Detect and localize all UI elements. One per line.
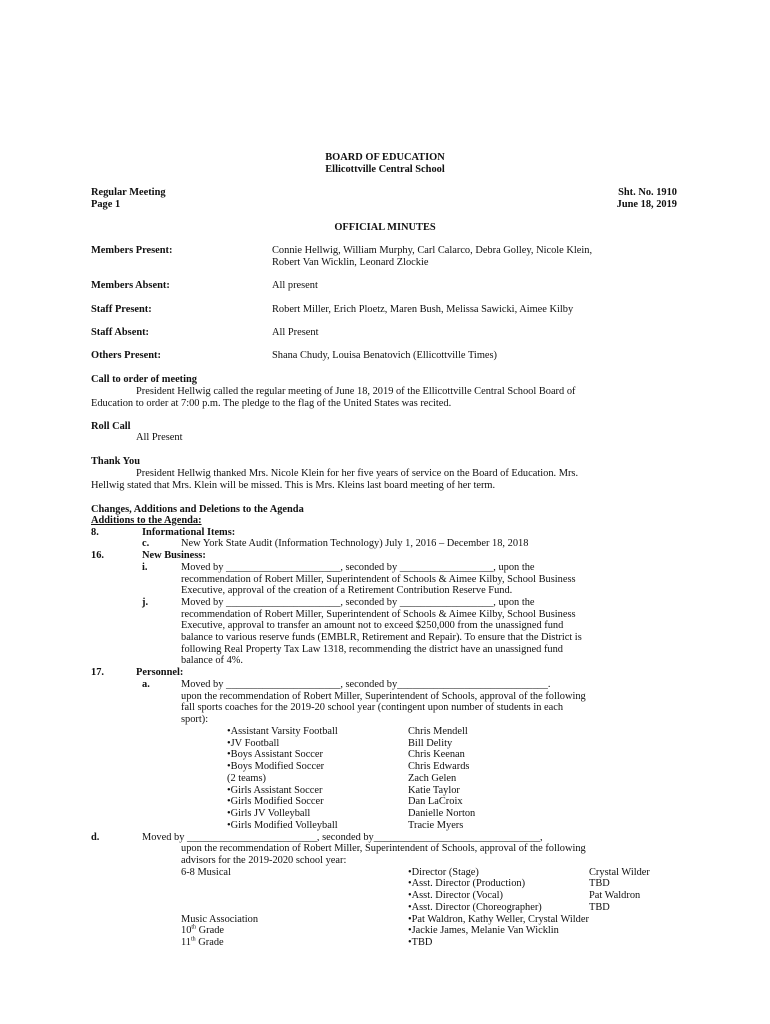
- staff-present-value: Robert Miller, Erich Ploetz, Maren Bush, Melissa Sawicki, Aimee Kilby: [272, 304, 574, 315]
- coach-position: •Boys Modified Soccer: [227, 761, 325, 772]
- advisor-group-number: 10: [181, 925, 192, 936]
- item-17d-letter: d.: [91, 832, 100, 843]
- members-absent-value: All present: [272, 280, 318, 291]
- coach-position: •JV Football: [227, 738, 280, 749]
- advisor-role: •Jackie James, Melanie Van Wicklin: [408, 925, 559, 936]
- coach-name: Bill Delity: [408, 738, 453, 749]
- advisor-group-suffix: th: [191, 924, 197, 931]
- item-16j-line: balance to various reserve funds (EMBLR, Retirement and Repair). To ensure that the District is: [181, 632, 582, 643]
- item-16j-line: recommendation of Robert Miller, Superintendent of Schools & Aimee Kilby, School Business: [181, 609, 576, 620]
- staff-present-label: Staff Present:: [91, 304, 152, 315]
- advisor-name: TBD: [589, 902, 610, 913]
- item-16i-letter: i.: [142, 562, 148, 573]
- item-8-number: 8.: [91, 527, 99, 538]
- item-17a-line: upon the recommendation of Robert Miller, Superintendent of Schools, approval of the following: [181, 691, 586, 702]
- coach-position: •Girls Assistant Soccer: [227, 785, 323, 796]
- coach-name: Tracie Myers: [408, 820, 464, 831]
- members-present-label: Members Present:: [91, 245, 173, 256]
- item-17a-line: Moved by ______________________, seconded by_____________________________.: [181, 679, 551, 690]
- item-17a-line: fall sports coaches for the 2019-20 school year (contingent upon number of students in each: [181, 702, 564, 713]
- coach-name: Chris Mendell: [408, 726, 468, 737]
- coach-name: Chris Edwards: [408, 761, 470, 772]
- item-16-title: New Business:: [142, 550, 206, 561]
- item-17d-line: upon the recommendation of Robert Miller, Superintendent of Schools, approval of the following: [181, 843, 586, 854]
- call-to-order-line-1: President Hellwig called the regular meeting of June 18, 2019 of the Ellicottville Central School Board of: [136, 386, 576, 397]
- members-absent-label: Members Absent:: [91, 280, 170, 291]
- item-17d-line: advisors for the 2019-2020 school year:: [181, 855, 347, 866]
- advisor-group: [181, 937, 224, 949]
- thank-you-line-1: President Hellwig thanked Mrs. Nicole Klein for her five years of service on the Board of Education. Mrs.: [136, 468, 579, 479]
- coach-name: Danielle Norton: [408, 808, 476, 819]
- advisor-group: Music Association: [181, 914, 259, 925]
- advisor-role: •Pat Waldron, Kathy Weller, Crystal Wilder: [408, 914, 589, 925]
- coach-position: •Girls Modified Volleyball: [227, 820, 338, 831]
- board-title: BOARD OF EDUCATION: [325, 152, 445, 163]
- advisor-role: •Asst. Director (Production): [408, 878, 526, 889]
- document-title: OFFICIAL MINUTES: [334, 222, 436, 233]
- coach-name: Katie Taylor: [408, 785, 460, 796]
- thank-you-heading: Thank You: [91, 456, 140, 467]
- item-17-title: Personnel:: [136, 667, 184, 678]
- item-16i-line: Executive, approval of the creation of a Retirement Contribution Reserve Fund.: [181, 585, 513, 596]
- item-8c-text: New York State Audit (Information Technology) July 1, 2016 – December 18, 2018: [181, 538, 529, 549]
- item-8-title: Informational Items:: [142, 527, 236, 538]
- advisor-group-number: 11: [181, 937, 192, 948]
- advisor-role: •Director (Stage): [408, 867, 479, 878]
- school-name: Ellicottville Central School: [325, 164, 445, 175]
- advisor-role: •Asst. Director (Choreographer): [408, 902, 542, 913]
- advisor-name: Crystal Wilder: [589, 867, 650, 878]
- advisor-group: 6-8 Musical: [181, 867, 231, 878]
- meeting-date: June 18, 2019: [616, 199, 677, 210]
- item-16j-line: following Real Property Tax Law 1318, recommending the district have an unassigned fund: [181, 644, 564, 655]
- item-16j-line: Moved by ______________________, seconded by __________________, upon the: [181, 597, 535, 608]
- coach-position: (2 teams): [227, 773, 266, 784]
- additions-subheading: Additions to the Agenda:: [91, 515, 202, 526]
- item-17d-line: Moved by _________________________, seconded by________________________________,: [142, 832, 543, 843]
- page-number: Page 1: [91, 199, 121, 210]
- staff-absent-value: All Present: [272, 327, 319, 338]
- advisor-name: TBD: [589, 878, 610, 889]
- item-17-number: 17.: [91, 667, 104, 678]
- item-8c-letter: c.: [142, 538, 150, 549]
- item-16j-line: balance of 4%.: [181, 655, 244, 666]
- item-17a-line: sport):: [181, 714, 209, 725]
- coach-position: •Girls Modified Soccer: [227, 796, 324, 807]
- advisor-name: Pat Waldron: [589, 890, 641, 901]
- item-16j-line: Executive, approval to transfer an amount not to exceed $250,000 from the unassigned fund: [181, 620, 564, 631]
- item-16j-letter: j.: [142, 597, 149, 608]
- item-16i-line: recommendation of Robert Miller, Superintendent of Schools & Aimee Kilby, School Business: [181, 574, 576, 585]
- coach-position: •Boys Assistant Soccer: [227, 749, 323, 760]
- sheet-number: Sht. No. 1910: [618, 187, 677, 198]
- members-present-value-2: Robert Van Wicklin, Leonard Zlockie: [272, 257, 429, 268]
- others-present-value: Shana Chudy, Louisa Benatovich (Ellicottville Times): [272, 350, 498, 361]
- roll-call-heading: Roll Call: [91, 421, 131, 432]
- coach-name: Chris Keenan: [408, 749, 465, 760]
- coach-name: Dan LaCroix: [408, 796, 463, 807]
- call-to-order-heading: Call to order of meeting: [91, 374, 197, 385]
- roll-call-text: All Present: [136, 432, 183, 443]
- item-17a-letter: a.: [142, 679, 150, 690]
- coach-position: •Girls JV Volleyball: [227, 808, 311, 819]
- meeting-type: Regular Meeting: [91, 187, 166, 198]
- advisor-role: •Asst. Director (Vocal): [408, 890, 503, 901]
- advisor-group-label: Grade: [196, 925, 225, 936]
- advisor-group: [181, 925, 224, 937]
- item-16-number: 16.: [91, 550, 104, 561]
- members-present-value: Connie Hellwig, William Murphy, Carl Calarco, Debra Golley, Nicole Klein,: [272, 245, 593, 256]
- others-present-label: Others Present:: [91, 350, 161, 361]
- item-16i-line: Moved by ______________________, seconded by __________________, upon the: [181, 562, 535, 573]
- changes-heading: Changes, Additions and Deletions to the Agenda: [91, 504, 304, 515]
- advisor-group-suffix: th: [191, 936, 196, 943]
- advisor-role: •TBD: [408, 937, 433, 948]
- staff-absent-label: Staff Absent:: [91, 327, 150, 338]
- coach-position: •Assistant Varsity Football: [227, 726, 338, 737]
- advisor-group-label: Grade: [195, 937, 224, 948]
- call-to-order-line-2: Education to order at 7:00 p.m. The pledge to the flag of the United States was recited.: [91, 398, 452, 409]
- thank-you-line-2: Hellwig stated that Mrs. Klein will be missed. This is Mrs. Kleins last board meeting of her term.: [91, 480, 496, 491]
- coach-name: Zach Gelen: [408, 773, 457, 784]
